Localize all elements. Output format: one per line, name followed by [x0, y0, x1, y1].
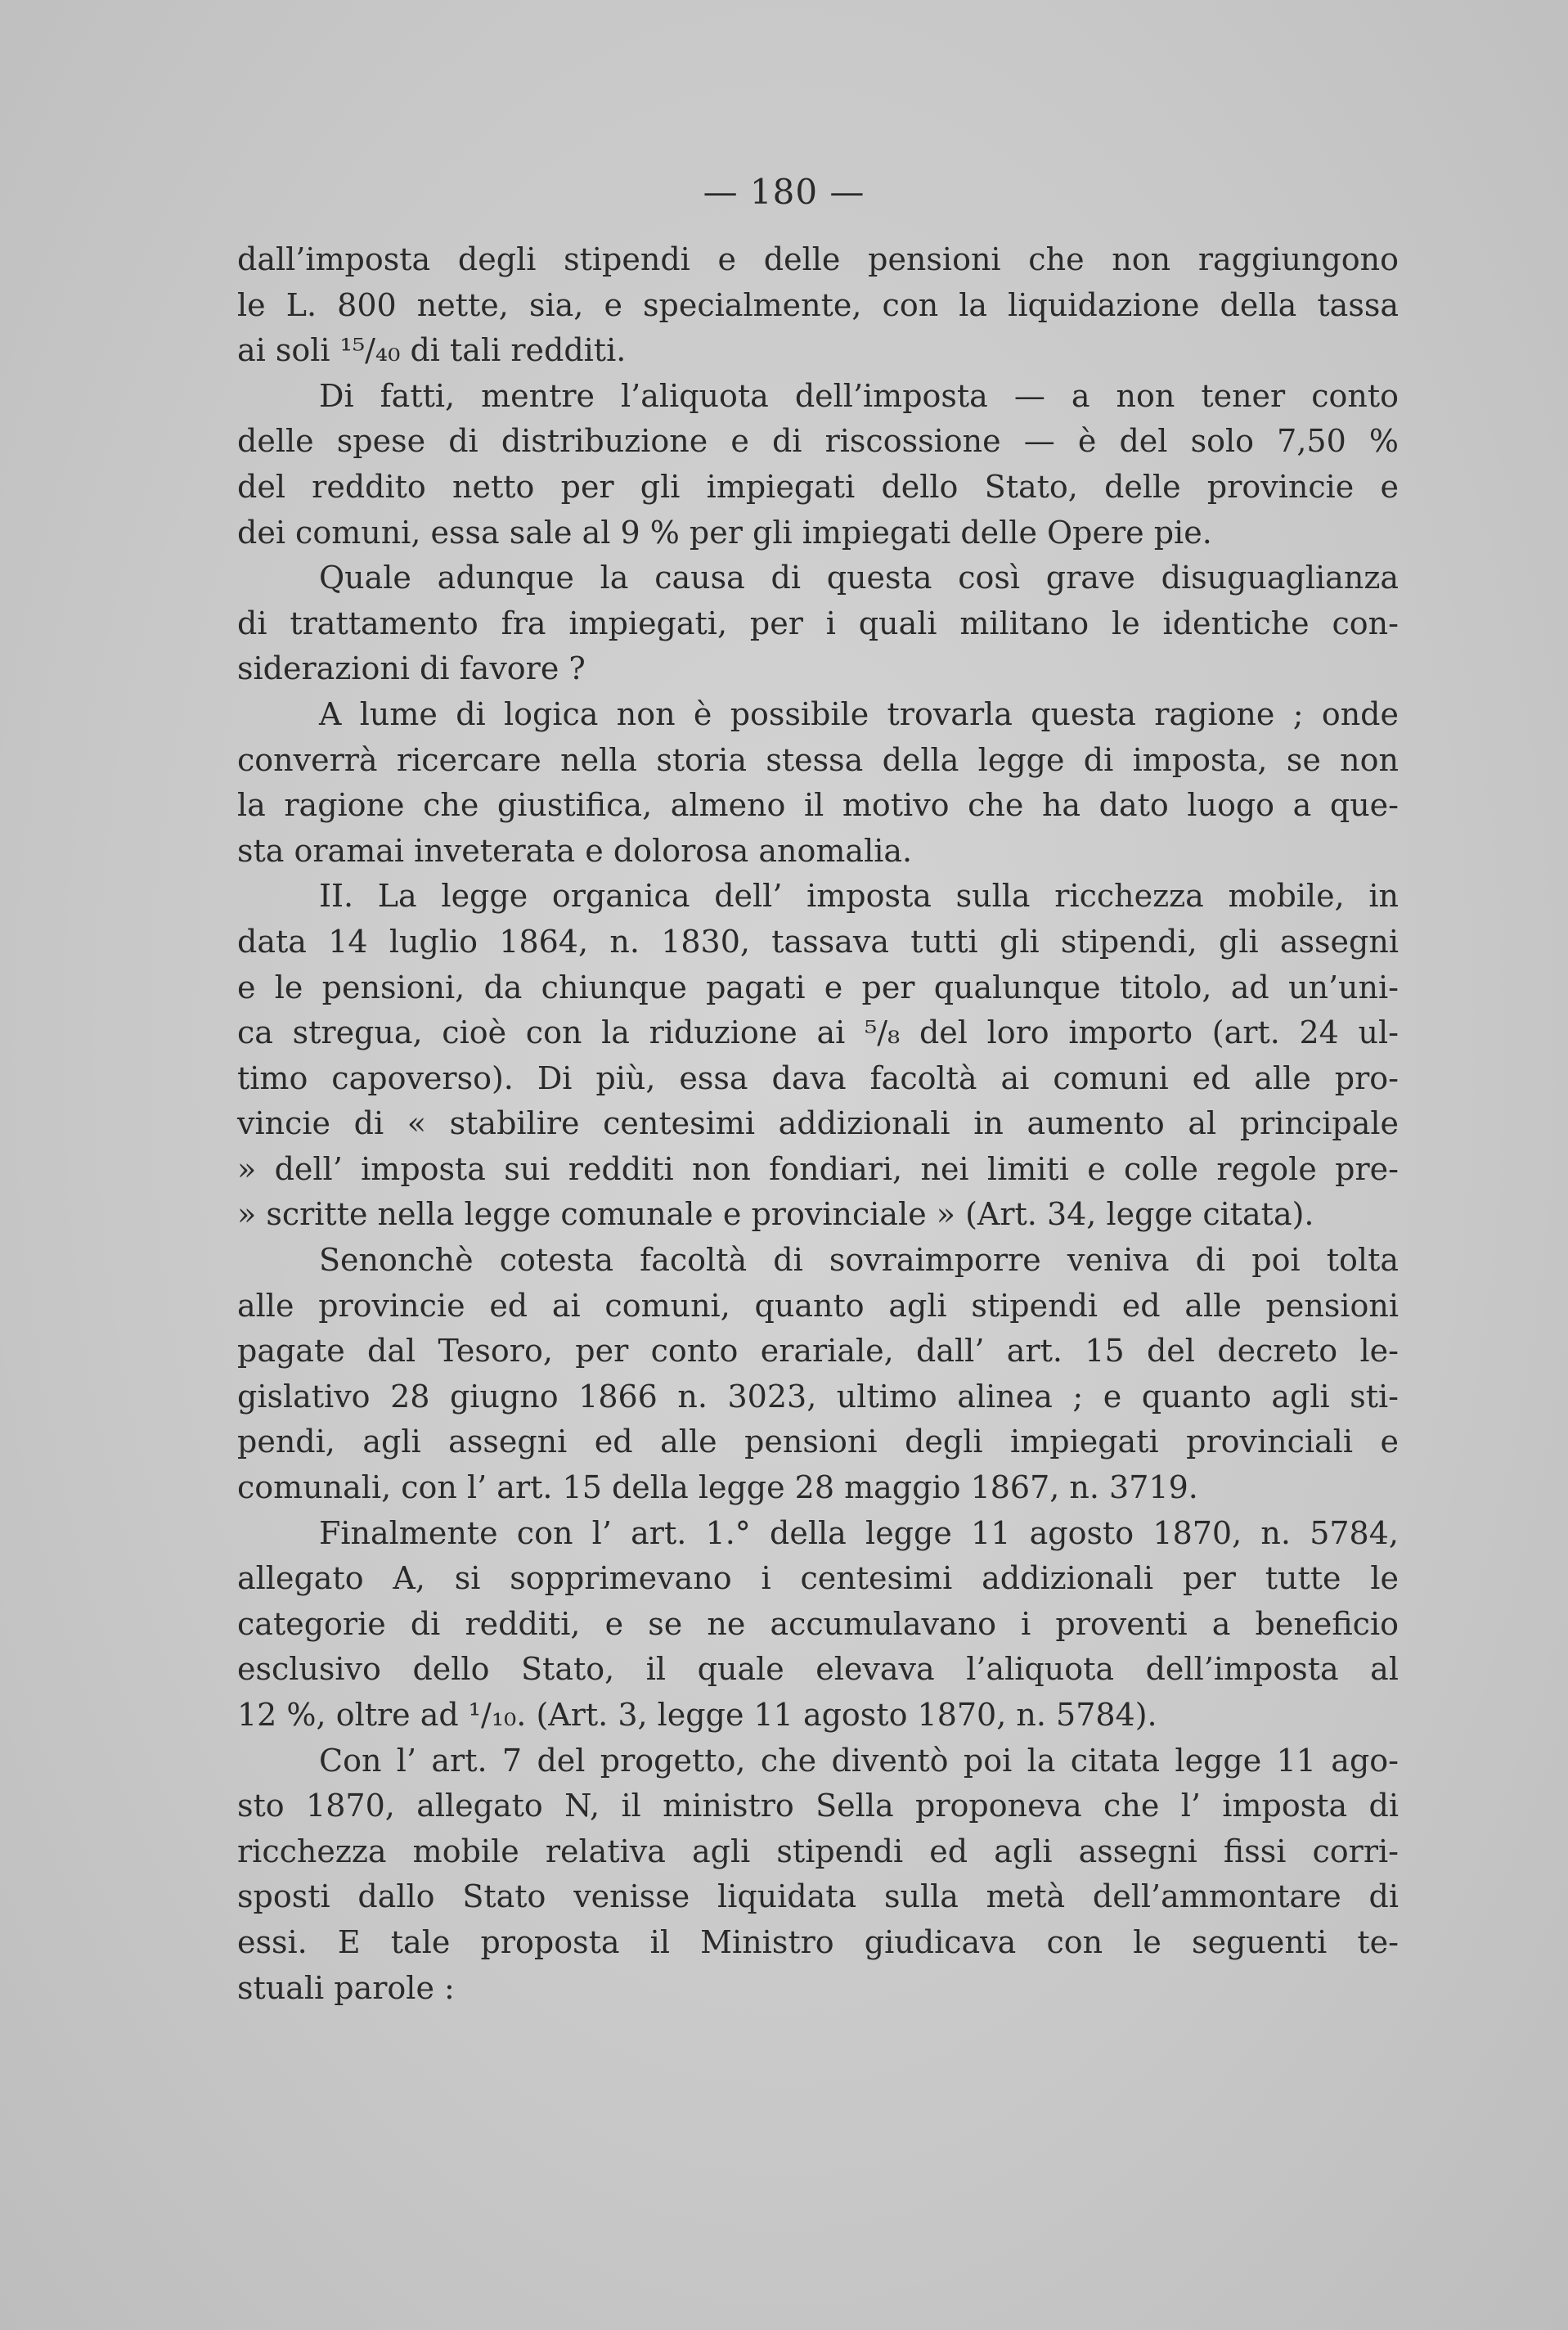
- text-line: dei comuni, essa sale al 9 % per gli impiegati delle Opere pie.: [237, 514, 1212, 551]
- text-line: ca stregua, cioè con la riduzione ai ⁵/₈ del loro importo (art. 24 ul-: [237, 1014, 1399, 1051]
- text-line: le L. 800 nette, sia, e specialmente, con la liquidazione della tassa: [237, 286, 1399, 323]
- text-line: Con l’ art. 7 del progetto, che diventò poi la citata legge 11 ago-: [319, 1742, 1399, 1779]
- text-line: sposti dallo Stato venisse liquidata sulla metà dell’ammontare di: [237, 1878, 1399, 1915]
- text-line: alle provincie ed ai comuni, quanto agli stipendi ed alle pensioni: [237, 1287, 1399, 1324]
- text-line: vincie di « stabilire centesimi addizionali in aumento al principale: [237, 1105, 1399, 1142]
- text-line: siderazioni di favore ?: [237, 650, 586, 687]
- text-line: » scritte nella legge comunale e provinciale » (Art. 34, legge citata).: [237, 1196, 1314, 1233]
- text-line: Di fatti, mentre l’aliquota dell’imposta — a non tener conto: [319, 377, 1399, 414]
- text-line: sto 1870, allegato N, il ministro Sella proponeva che l’ imposta di: [237, 1788, 1399, 1824]
- page-number: — 180 —: [703, 172, 865, 212]
- text-line: essi. E tale proposta il Ministro giudicava con le seguenti te-: [237, 1923, 1399, 1960]
- text-line: e le pensioni, da chiunque pagati e per qualunque titolo, ad un’uni-: [237, 969, 1399, 1005]
- text-line: sta oramai inveterata e dolorosa anomalia.: [237, 832, 913, 869]
- text-line: 12 %, oltre ad ¹/₁₀. (Art. 3, legge 11 agosto 1870, n. 5784).: [237, 1697, 1157, 1733]
- text-line: stuali parole :: [237, 1969, 455, 2006]
- text-line: esclusivo dello Stato, il quale elevava l’aliquota dell’imposta al: [237, 1651, 1399, 1688]
- text-line: pagate dal Tesoro, per conto erariale, dall’ art. 15 del decreto le-: [237, 1333, 1399, 1370]
- text-line: timo capoverso). Di più, essa dava facoltà ai comuni ed alle pro-: [237, 1059, 1399, 1096]
- text-line: gislativo 28 giugno 1866 n. 3023, ultimo alinea ; e quanto agli sti-: [237, 1378, 1399, 1415]
- text-line: di trattamento fra impiegati, per i quali militano le identiche con-: [237, 605, 1399, 641]
- body-text: [237, 237, 1399, 2011]
- text-line: A lume di logica non è possibile trovarla questa ragione ; onde: [319, 695, 1399, 732]
- text-line: comunali, con l’ art. 15 della legge 28 maggio 1867, n. 3719.: [237, 1469, 1198, 1506]
- text-line: categorie di redditi, e se ne accumulavano i proventi a beneficio: [237, 1605, 1399, 1642]
- text-line: Quale adunque la causa di questa così grave disuguaglianza: [319, 560, 1399, 596]
- text-line: del reddito netto per gli impiegati dello Stato, delle provincie e: [237, 468, 1399, 505]
- text-line: Finalmente con l’ art. 1.° della legge 11 agosto 1870, n. 5784,: [319, 1514, 1399, 1551]
- text-line: la ragione che giustifica, almeno il motivo che ha dato luogo a que-: [237, 787, 1399, 824]
- text-line: delle spese di distribuzione e di riscossione — è del solo 7,50 %: [237, 423, 1399, 460]
- text-line: » dell’ imposta sui redditi non fondiari, nei limiti e colle regole pre-: [237, 1150, 1399, 1187]
- text-line: converrà ricercare nella storia stessa della legge di imposta, se non: [237, 741, 1399, 778]
- text-line: allegato A, si sopprimevano i centesimi addizionali per tutte le: [237, 1560, 1399, 1597]
- text-line: II. La legge organica dell’ imposta sulla ricchezza mobile, in: [319, 878, 1399, 915]
- text-line: Senonchè cotesta facoltà di sovraimporre veniva di poi tolta: [319, 1242, 1399, 1279]
- text-line: dall’imposta degli stipendi e delle pensioni che non raggiungono: [237, 241, 1399, 277]
- text-line: data 14 luglio 1864, n. 1830, tassava tutti gli stipendi, gli assegni: [237, 923, 1399, 960]
- text-line: ricchezza mobile relativa agli stipendi ed agli assegni fissi corri-: [237, 1833, 1399, 1869]
- text-line: pendi, agli assegni ed alle pensioni degli impiegati provinciali e: [237, 1424, 1399, 1460]
- text-line: ai soli ¹⁵/₄₀ di tali redditi.: [237, 332, 627, 369]
